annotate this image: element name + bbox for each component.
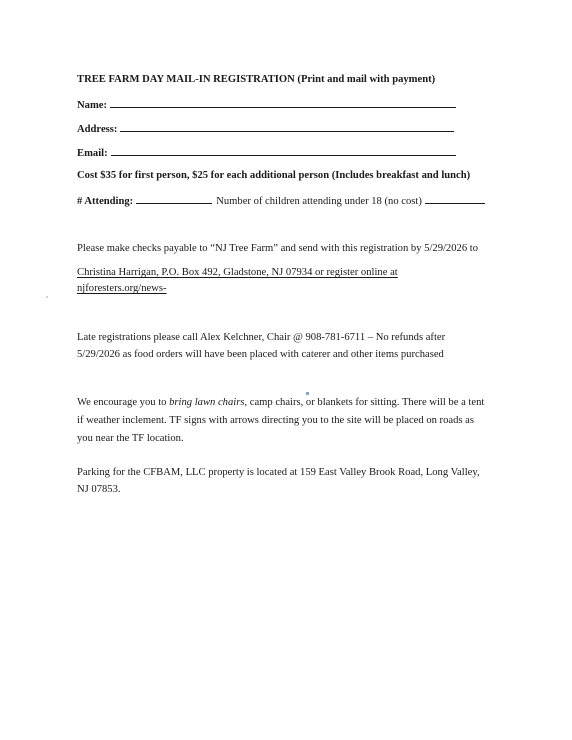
payment-line-3[interactable]: njforesters.org/news-: [77, 283, 167, 294]
attending-label: # Attending:: [77, 196, 134, 207]
name-field[interactable]: [110, 97, 456, 108]
attending-field[interactable]: [136, 193, 212, 204]
email-field[interactable]: [111, 145, 456, 156]
attending-row: [77, 193, 485, 209]
payment-line-2[interactable]: Christina Harrigan, P.O. Box 492, Gladstone, NJ 07934 or register online at: [77, 267, 398, 278]
encourage-line-1: [77, 396, 484, 410]
encourage-emphasis: bring lawn chairs: [169, 397, 245, 408]
name-row: [77, 97, 456, 113]
form-title: TREE FARM DAY MAIL-IN REGISTRATION (Print and mail with payment): [77, 74, 436, 85]
children-field[interactable]: [425, 193, 485, 204]
name-label: Name:: [77, 100, 108, 111]
email-label: Email:: [77, 148, 108, 159]
late-line-1: Late registrations please call Alex Kelchner, Chair @ 908-781-6711 – No refunds after: [77, 332, 446, 343]
payment-line-1: Please make checks payable to “NJ Tree Farm” and send with this registration by 5/29/2026 to: [77, 243, 479, 254]
comment-marker-icon: [306, 392, 309, 395]
address-field[interactable]: [120, 121, 454, 132]
children-label: Number of children attending under 18 (no cost): [216, 196, 422, 207]
parking-line-2: NJ 07853.: [77, 484, 121, 495]
parking-line-1: Parking for the CFBAM, LLC property is located at 159 East Valley Brook Road, Long Valley,: [77, 467, 480, 478]
encourage-pre: We encourage you to: [77, 397, 170, 408]
address-row: [77, 121, 454, 137]
scan-speck: [46, 296, 48, 298]
email-row: [77, 145, 456, 161]
encourage-line-3: you near the TF location.: [77, 433, 184, 444]
address-label: Address:: [77, 124, 118, 135]
encourage-post: , camp chairs, or blankets for sitting. There will be a tent: [244, 397, 485, 408]
cost-text: Cost $35 for first person, $25 for each additional person (Includes breakfast and lunch): [77, 170, 471, 181]
encourage-line-2: if weather inclement. TF signs with arrows directing you to the site will be placed on roads as: [77, 415, 474, 426]
late-line-2: 5/29/2026 as food orders will have been placed with caterer and other items purchased: [77, 349, 444, 360]
